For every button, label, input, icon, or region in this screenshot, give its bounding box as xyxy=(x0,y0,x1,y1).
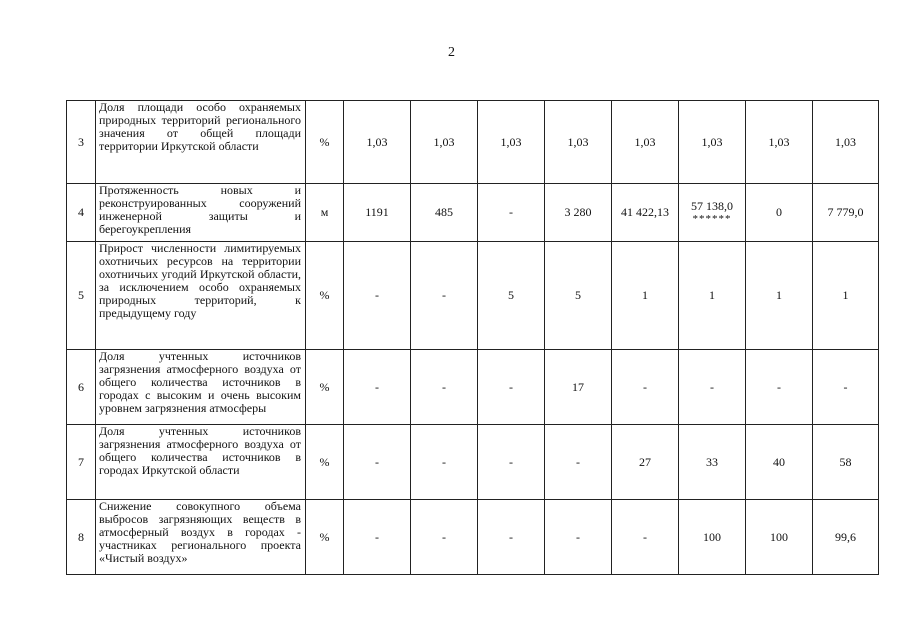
value-cell: 1,03 xyxy=(813,101,879,184)
indicator-name: Доля учтенных источников загрязнения атмосферного воздуха от общего количества источников в городах Иркутской области xyxy=(96,425,306,500)
value-cell: - xyxy=(478,184,545,242)
row-number: 3 xyxy=(67,101,96,184)
unit-cell: % xyxy=(306,242,344,350)
table-row xyxy=(67,350,879,425)
value-cell: 1,03 xyxy=(679,101,746,184)
value-cell: 485 xyxy=(411,184,478,242)
value-cell: 1,03 xyxy=(478,101,545,184)
value-cell: 41 422,13 xyxy=(612,184,679,242)
value-cell: 100 xyxy=(746,500,813,575)
row-number: 4 xyxy=(67,184,96,242)
value-cell: - xyxy=(545,425,612,500)
value-cell: 0 xyxy=(746,184,813,242)
indicator-name: Снижение совокупного объема выбросов загрязняющих веществ в атмосферный воздух в городах - участниках регионального проекта «Чистый воздух» xyxy=(96,500,306,575)
value-cell: - xyxy=(478,425,545,500)
value-cell: 100 xyxy=(679,500,746,575)
value-cell: 5 xyxy=(545,242,612,350)
value-cell: - xyxy=(344,242,411,350)
value-text: 57 138,0 xyxy=(691,198,733,213)
unit-cell: % xyxy=(306,350,344,425)
value-cell: - xyxy=(411,500,478,575)
row-number: 6 xyxy=(67,350,96,425)
value-cell: 1,03 xyxy=(545,101,612,184)
indicator-name: Доля площади особо охраняемых природных территорий регионального значения от общей площади территории Иркутской области xyxy=(96,101,306,184)
value-cell: 1 xyxy=(612,242,679,350)
unit-cell: % xyxy=(306,425,344,500)
indicator-name: Прирост численности лимитируемых охотничьих ресурсов на территории охотничьих угодий Иркутской области, за исключением особо охраняемых природных территорий, к предыдущему году xyxy=(96,242,306,350)
value-cell: - xyxy=(344,350,411,425)
value-cell: - xyxy=(746,350,813,425)
value-with-note xyxy=(691,200,733,226)
value-cell: - xyxy=(478,350,545,425)
value-cell: 27 xyxy=(612,425,679,500)
indicator-name: Доля учтенных источников загрязнения атмосферного воздуха от общего количества источников в городах с высоким и очень высоким уровнем загрязнения атмосферы xyxy=(96,350,306,425)
value-cell xyxy=(679,184,746,242)
unit-cell: % xyxy=(306,500,344,575)
value-footnote-mark: ****** xyxy=(692,212,732,225)
page-number: 2 xyxy=(448,45,455,60)
value-cell: - xyxy=(411,350,478,425)
unit-cell: % xyxy=(306,101,344,184)
value-cell: 33 xyxy=(679,425,746,500)
value-cell: - xyxy=(344,500,411,575)
value-cell: 1,03 xyxy=(746,101,813,184)
row-number: 8 xyxy=(67,500,96,575)
value-cell: - xyxy=(813,350,879,425)
value-cell: 1191 xyxy=(344,184,411,242)
value-cell: - xyxy=(679,350,746,425)
value-cell: 1,03 xyxy=(344,101,411,184)
value-cell: - xyxy=(411,242,478,350)
value-cell: 1 xyxy=(746,242,813,350)
indicator-name: Протяженность новых и реконструированных сооружений инженерной защиты и берегоукрепления xyxy=(96,184,306,242)
value-cell: 7 779,0 xyxy=(813,184,879,242)
value-cell: 99,6 xyxy=(813,500,879,575)
value-cell: - xyxy=(478,500,545,575)
value-cell: 1,03 xyxy=(411,101,478,184)
table-row xyxy=(67,242,879,350)
value-cell: - xyxy=(344,425,411,500)
table-row xyxy=(67,184,879,242)
row-number: 7 xyxy=(67,425,96,500)
value-cell: - xyxy=(411,425,478,500)
value-cell: 1 xyxy=(813,242,879,350)
value-cell: 3 280 xyxy=(545,184,612,242)
value-cell: - xyxy=(545,500,612,575)
value-cell: 1,03 xyxy=(612,101,679,184)
table-row xyxy=(67,101,879,184)
value-cell: 58 xyxy=(813,425,879,500)
row-number: 5 xyxy=(67,242,96,350)
value-cell: - xyxy=(612,350,679,425)
value-cell: - xyxy=(612,500,679,575)
value-cell: 5 xyxy=(478,242,545,350)
value-cell: 17 xyxy=(545,350,612,425)
indicators-table xyxy=(66,100,879,575)
unit-cell: м xyxy=(306,184,344,242)
value-cell: 40 xyxy=(746,425,813,500)
table-row xyxy=(67,425,879,500)
table-row xyxy=(67,500,879,575)
value-cell: 1 xyxy=(679,242,746,350)
